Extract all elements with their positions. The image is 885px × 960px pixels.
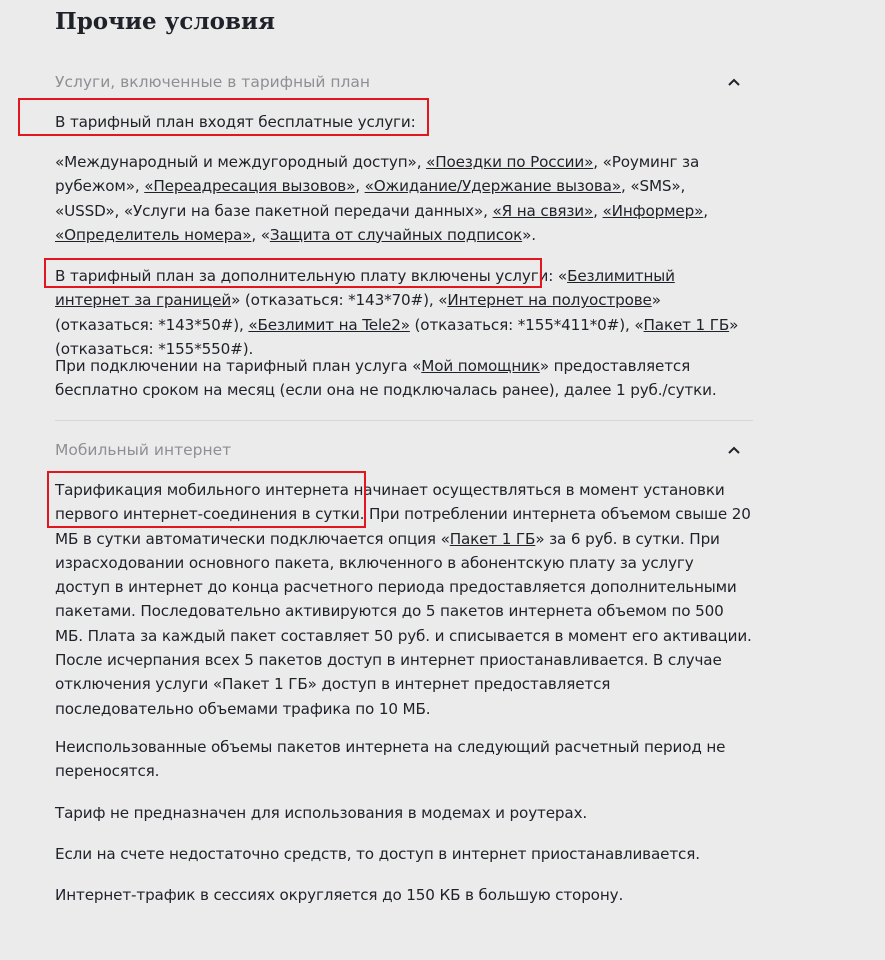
section-divider bbox=[55, 420, 753, 421]
link-paket-1gb-option[interactable]: Пакет 1 ГБ bbox=[449, 529, 536, 548]
link-pereadresatsiya[interactable]: «Переадресация вызовов» bbox=[144, 177, 356, 196]
link-ozhidanie[interactable]: «Ожидание/Удержание вызова» bbox=[364, 177, 621, 196]
chevron-up-icon[interactable] bbox=[727, 75, 741, 89]
link-internet-na-poluostrove[interactable]: Интернет на полуострове bbox=[447, 291, 652, 310]
link-informer[interactable]: «Информер» bbox=[602, 201, 704, 220]
link-bezlimit-za-granitsey[interactable]: Безлимитный интернет за границей bbox=[55, 267, 675, 310]
rounding-paragraph: Интернет-трафик в сессиях округляется до 150 КБ в большую сторону. bbox=[55, 886, 624, 904]
page-title: Прочие условия bbox=[55, 8, 275, 35]
link-paket-1gb[interactable]: Пакет 1 ГБ bbox=[643, 315, 730, 334]
assistant-paragraph: При подключении на тарифный план услуга «Мой помощник» предоставляется бесплатно сроком на месяц (если она не подключалась ранее), далее 1 руб./сутки. bbox=[55, 357, 717, 400]
insufficient-funds-paragraph: Если на счете недостаточно средств, то доступ в интернет приостанавливается. bbox=[55, 845, 700, 863]
tariff-paragraph: Тарификация мобильного интернета начинает осуществляться в момент установки первого интернет-соединения в сутки. При потреблении интернета объемом свыше 20 МБ в сутки автоматически подключается опция «Пакет 1 ГБ» за 6 руб. в сутки. При израсходовании основного пакета, включенного в абонентскую плату за услугу доступ в интернет до конца расчетного периода предоставляется дополнительными пакетами. Последовательно активируются до 5 пакетов интернета объемом по 500 МБ. Плата за каждый пакет составляет 50 руб. и списывается в момент его активации. После исчерпания всех 5 пакетов доступ в интернет приостанавливается. В случае отключения услуги «Пакет 1 ГБ» доступ в интернет предоставляется последовательно объемами трафика по 10 МБ. bbox=[55, 481, 752, 718]
unused-volumes-paragraph: Неиспользованные объемы пакетов интернета на следующий расчетный период не переносятся. bbox=[55, 738, 726, 781]
accordion-services-title: Услуги, включенные в тарифный план bbox=[55, 73, 371, 91]
link-opredelitel-nomera[interactable]: «Определитель номера» bbox=[55, 225, 252, 244]
chevron-up-icon[interactable] bbox=[727, 443, 741, 457]
accordion-mobile-internet-title: Мобильный интернет bbox=[55, 441, 232, 459]
free-services-intro: В тарифный план входят бесплатные услуги: bbox=[55, 113, 416, 131]
link-poezdki-po-rossii[interactable]: «Поездки по России» bbox=[426, 153, 594, 171]
paid-services: В тарифный план за дополнительную плату включены услуги: «Безлимитный интернет за границей» (отказаться: *143*70#), «Интернет на полуострове» (отказаться: *143*50#), «Безлимит на Tele2» (отказаться: *155*411*0#), «Пакет 1 ГБ» (отказаться: *155*550#). bbox=[55, 267, 739, 358]
link-moy-pomoshchnik[interactable]: Мой помощник bbox=[421, 357, 540, 375]
link-bezlimit-na-tele2[interactable]: «Безлимит на Tele2» bbox=[248, 315, 410, 334]
modems-paragraph: Тариф не предназначен для использования в модемах и роутерах. bbox=[55, 804, 588, 822]
link-ya-na-svyazi[interactable]: «Я на связи» bbox=[492, 201, 594, 220]
free-services-list: «Международный и междугородный доступ», «Поездки по России», «Роуминг за рубежом», «Переадресация вызовов», «Ожидание/Удержание вызова», «SMS», «USSD», «Услуги на базе пакетной передачи данных», «Я на связи», «Информер», «Определитель номера», «Защита от случайных подписок». bbox=[55, 153, 708, 244]
accordion-services-header[interactable] bbox=[55, 66, 753, 98]
link-zashchita-podpisok[interactable]: Защита от случайных подписок bbox=[269, 225, 523, 244]
accordion-mobile-internet-header[interactable] bbox=[55, 434, 753, 466]
